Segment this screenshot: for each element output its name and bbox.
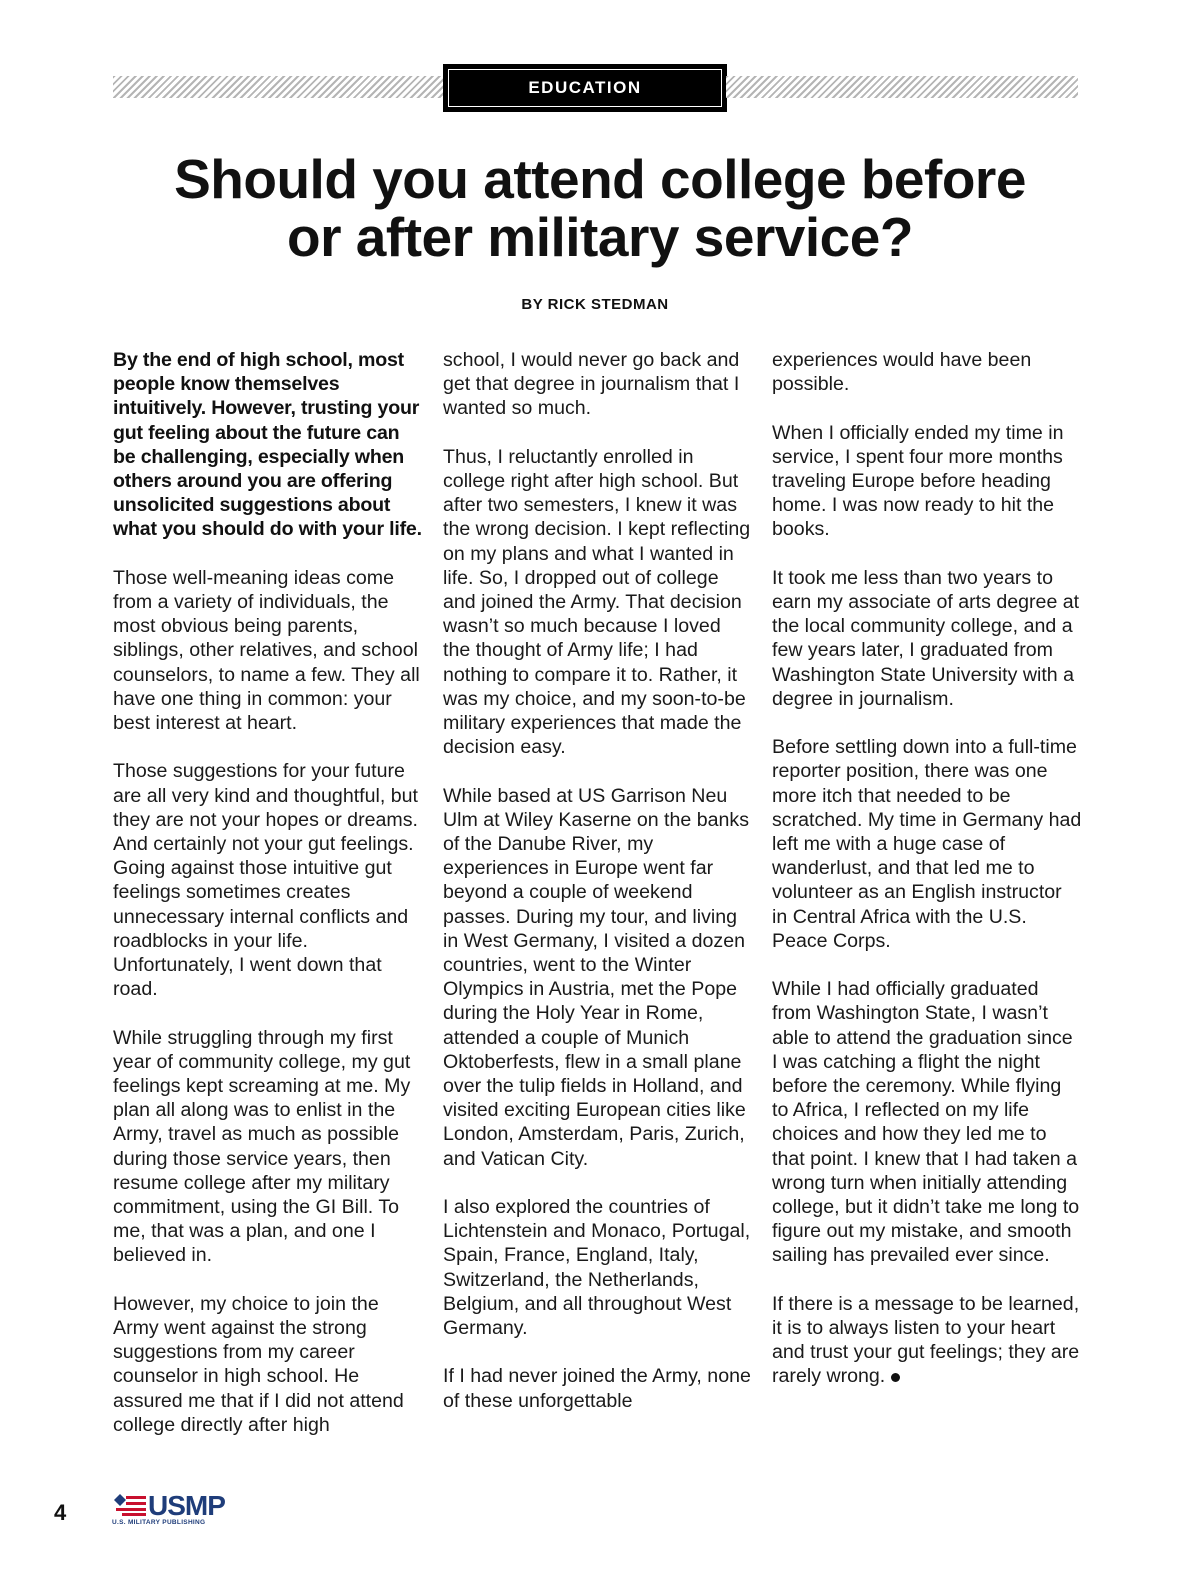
section-label: EDUCATION [443,64,727,112]
paragraph: Those well-meaning ideas come from a variety of individuals, the most obvious being parents, siblings, other relatives, and school counselors, to name a few. They all have one thing in common: your best interest at heart. [113,566,420,735]
paragraph: school, I would never go back and get that degree in journalism that I wanted so much. [443,349,740,420]
page-number: 4 [54,1500,67,1525]
paragraph: experiences would have been possible. [772,349,1032,396]
article-column-2 [443,348,753,1437]
article-title [60,150,1140,266]
paragraph: While struggling through my first year of community college, my gut feelings kept screaming at me. My plan all along was to enlist in the Army, travel as much as possible during those service years, then resume college after my military commitment, using the GI Bill. To me, that was a plan, and one I believed in. [113,1026,411,1267]
section-header [113,64,1078,112]
paragraph: Before settling down into a full-time reporter position, there was one more itch that needed to be scratched. My time in Germany had left me with a huge case of wanderlust, and that led me to volunteer as an English instructor in Central Africa with the U.S. Peace Corps. [772,736,1082,952]
paragraph: While based at US Garrison Neu Ulm at Wiley Kaserne on the banks of the Danube River, my experiences in Europe went far beyond a couple of weekend passes. During my tour, and living in West Germany, I visited a dozen countries, went to the Winter Olympics in Austria, met the Pope during the Holy Year in Rome, attended a couple of Munich Oktoberfests, flew in a small plane over the tulip fields in Holland, and visited exciting European cities like London, Amsterdam, Paris, Zurich, and Vatican City. [443,784,750,1170]
article-title-line-2: or after military service? [287,206,913,268]
article-title-line-1: Should you attend college before [174,148,1026,210]
hatch-rule-right [726,76,1078,98]
article-column-3 [772,348,1082,1413]
paragraph: If I had never joined the Army, none of these unforgettable [443,1365,751,1412]
usmp-logo [112,1492,232,1532]
hatch-rule-left [113,76,443,98]
closing-text: If there is a message to be learned, it is to always listen to your heart and trust your gut feelings; they are rarely wrong. [772,1292,1080,1388]
paragraph: I also explored the countries of Lichtenstein and Monaco, Portugal, Spain, France, England, Italy, Switzerland, the Netherlands, Belgium, and all throughout West Germany. [443,1196,751,1340]
logo-wordmark: USMP [148,1490,225,1521]
flag-stripes-icon [112,1494,146,1516]
closing-paragraph [772,1292,1082,1389]
paragraph: While I had officially graduated from Washington State, I wasn’t able to attend the graduation since I was catching a flight the night before the ceremony. While flying to Africa, I reflected on my life choices and how they led me to that point. I knew that I had taken a wrong turn when initially attending college, but it didn’t take me long to figure out my mistake, and smooth sailing has prevailed ever since. [772,978,1080,1267]
logo-tagline: U.S. MILITARY PUBLISHING [112,1519,206,1526]
paragraph: When I officially ended my time in service, I spent four more months traveling Europe before heading home. I was now ready to hit the books. [772,421,1064,541]
lead-paragraph: By the end of high school, most people know themselves intuitively. However, trusting your gut feeling about the future can be challenging, especially when others around you are offering unsolicited suggestions about what you should do with your life. [113,349,422,541]
end-mark-icon [891,1373,900,1382]
byline: BY RICK STEDMAN [521,296,669,313]
paragraph: However, my choice to join the Army went against the strong suggestions from my career counselor in high school. He assured me that if I did not attend college directly after high [113,1292,404,1436]
paragraph: Thus, I reluctantly enrolled in college right after high school. But after two semesters, I knew it was the wrong decision. I kept reflecting on my plans and what I wanted in life. So, I dropped out of college and joined the Army. That decision wasn’t so much because I loved the thought of Army life; I had nothing to compare it to. Rather, it was my choice, and my soon-to-be military experiences that made the decision easy. [443,445,751,759]
paragraph: Those suggestions for your future are all very kind and thoughtful, but they are not your hopes or dreams. And certainly not your gut feelings. Going against those intuitive gut feelings sometimes creates unnecessary internal conflicts and roadblocks in your life. Unfortunately, I went down that road. [113,760,418,1001]
article-column-1 [113,348,423,1461]
paragraph: It took me less than two years to earn my associate of arts degree at the local community college, and a few years later, I graduated from Washington State University with a degree in journalism. [772,566,1080,710]
